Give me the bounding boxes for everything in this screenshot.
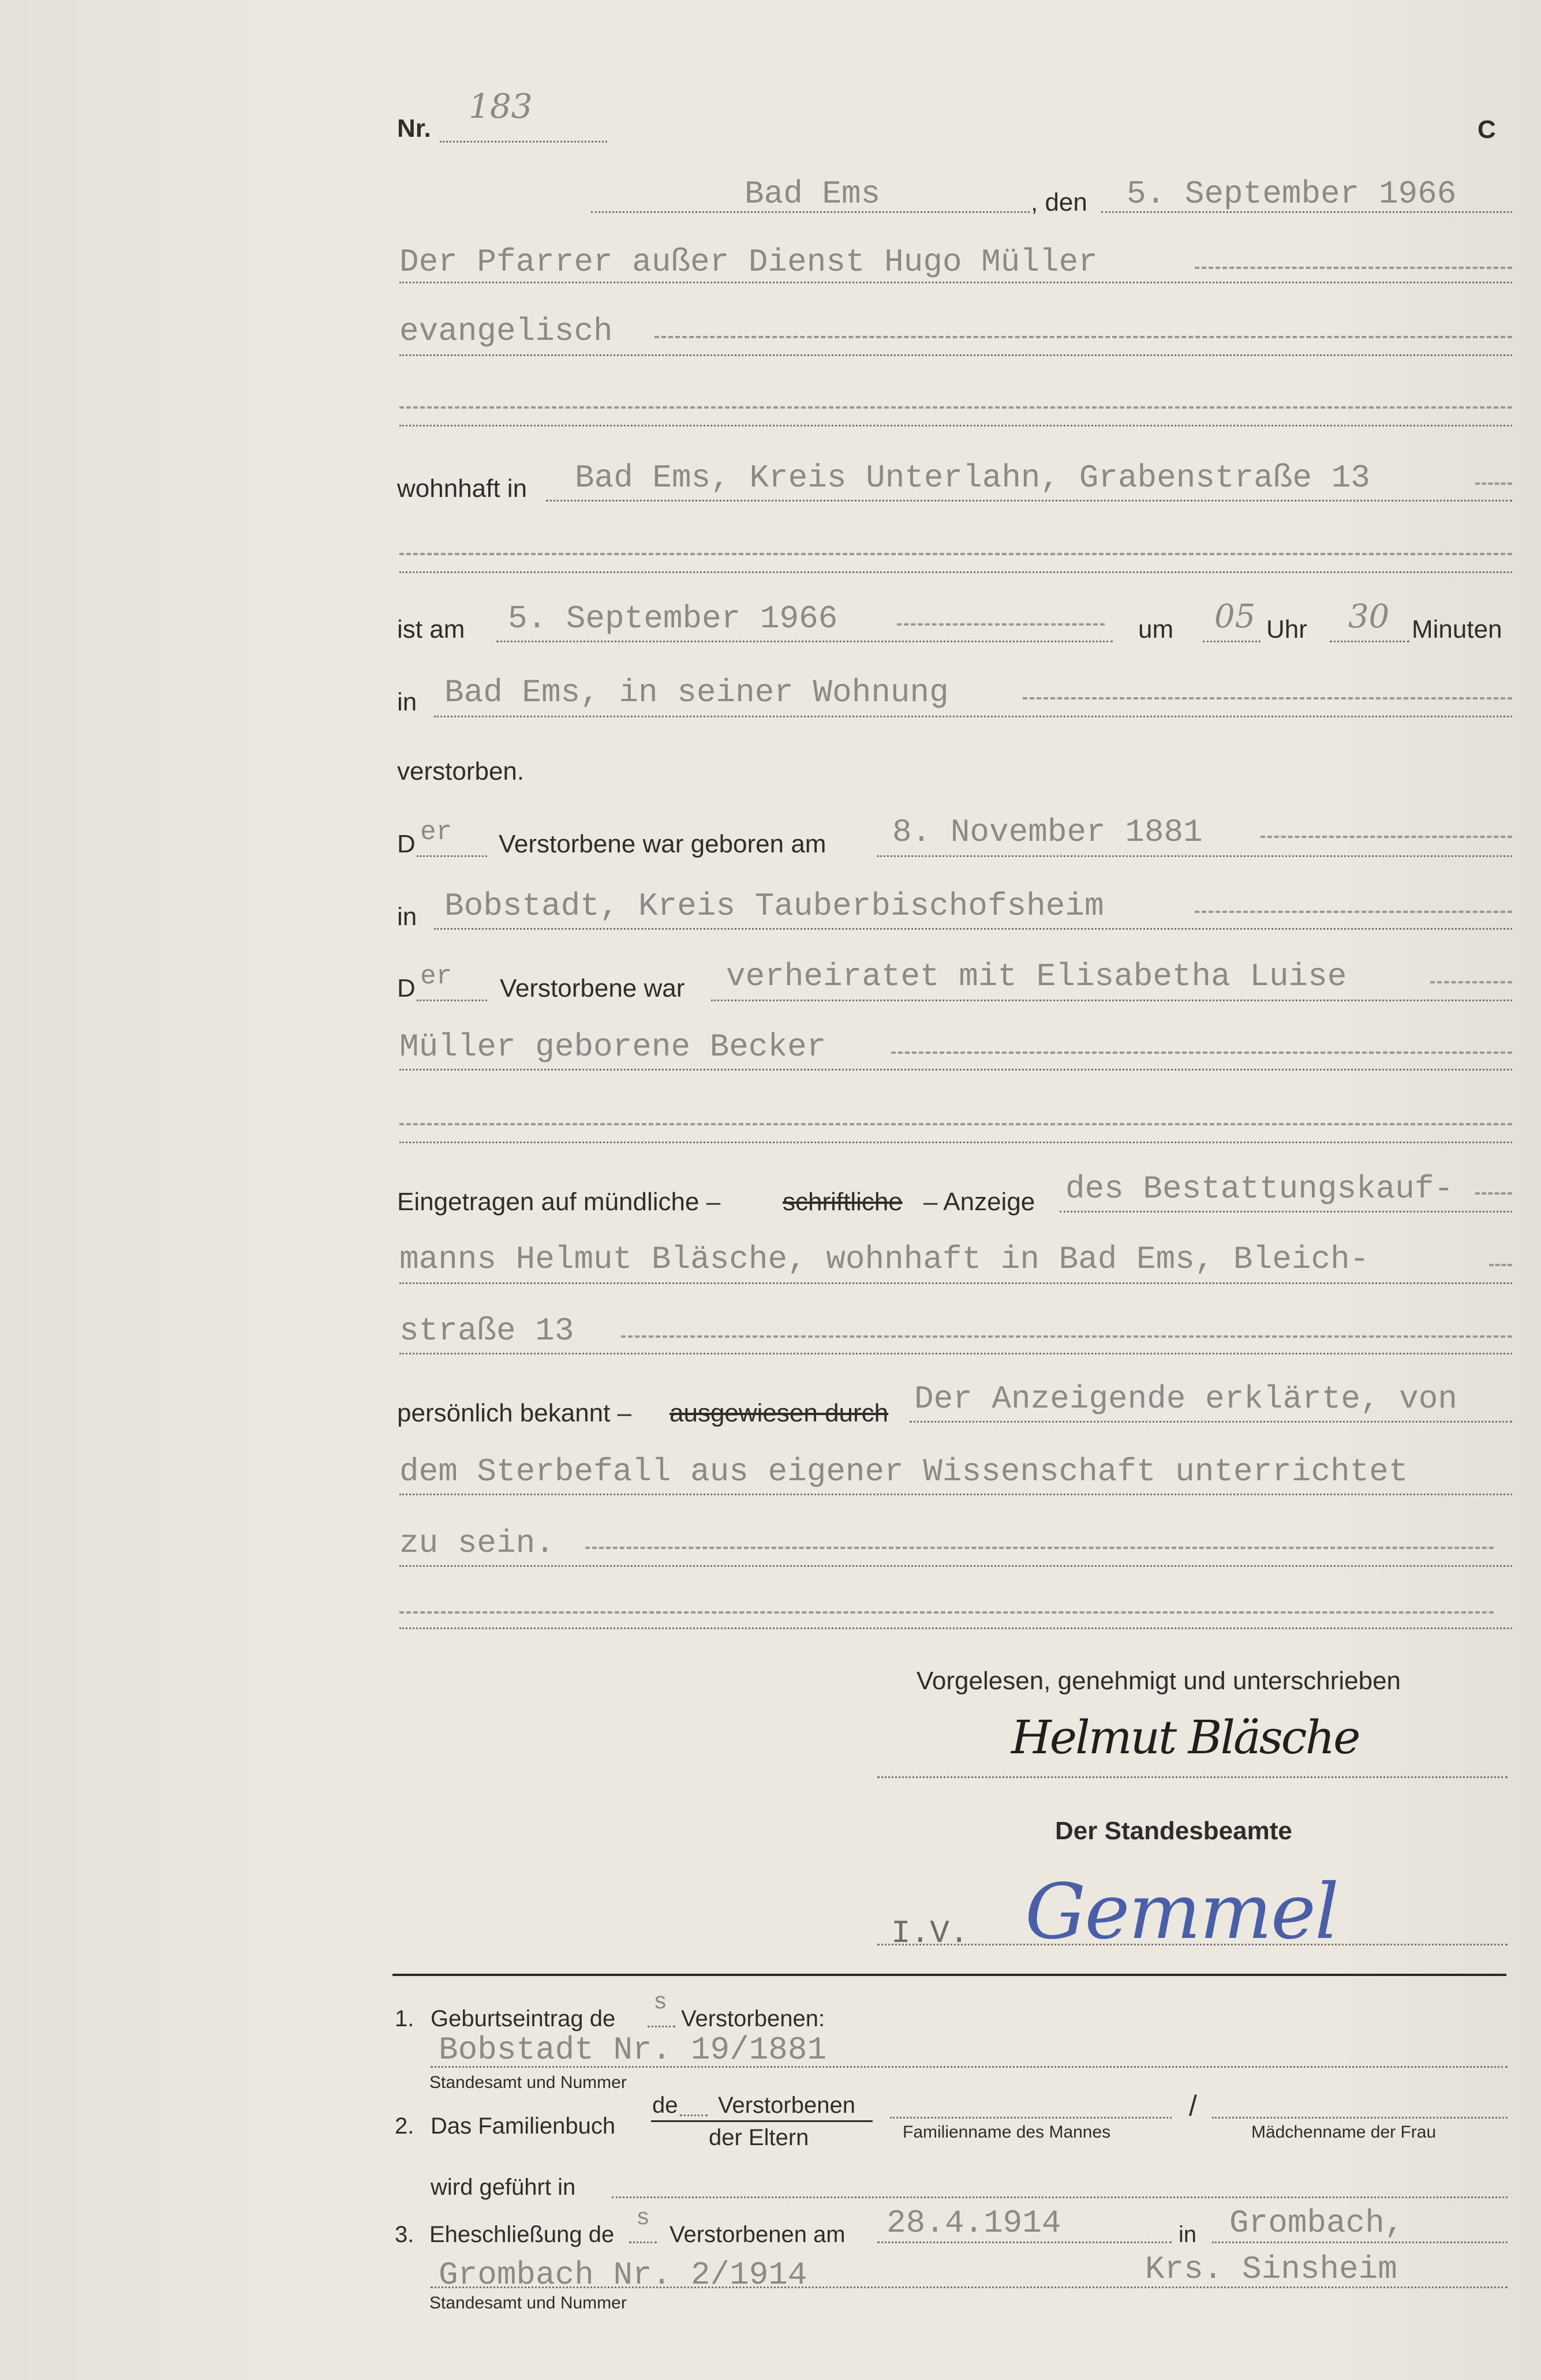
- marriage-line2: Müller geborene Becker: [399, 1028, 826, 1065]
- note3-sup: s: [636, 2206, 650, 2232]
- report-line2: manns Helmut Bläsche, wohnhaft in Bad Ems, Bleich-: [399, 1241, 1370, 1278]
- birth-date: 8. November 1881: [892, 814, 1203, 851]
- birth-d-label: D: [397, 830, 416, 858]
- death-date: 5. September 1966: [508, 600, 838, 637]
- note3-place-underline: [1212, 2241, 1508, 2243]
- marriage-article-underline: [417, 1000, 487, 1001]
- nr-underline: [440, 141, 607, 143]
- note3-place: Grombach,: [1229, 2205, 1404, 2241]
- note2-slash: /: [1189, 2090, 1197, 2122]
- note3-label-a: Eheschließung de: [429, 2222, 615, 2247]
- blank-underline: [399, 425, 1512, 426]
- registrar-label: Der Standesbeamte: [1055, 1817, 1292, 1845]
- residence-fill-dash: [1475, 482, 1512, 485]
- note3-place-2: Krs. Sinsheim: [1145, 2251, 1397, 2288]
- hour-underline: [1203, 641, 1261, 642]
- verstorben-label: verstorben.: [397, 757, 525, 785]
- note3-date-underline: [877, 2241, 1172, 2243]
- identity-underline-2: [399, 1494, 1512, 1495]
- note3-number: 3.: [395, 2222, 414, 2247]
- identity-line2: dem Sterbefall aus eigener Wissenschaft unterrichtet: [399, 1453, 1408, 1490]
- note1-sublabel: Standesamt und Nummer: [429, 2073, 627, 2092]
- birth-place: Bobstadt, Kreis Tauberbischofsheim: [444, 888, 1104, 925]
- identity-label-a: persönlich bekannt –: [397, 1399, 632, 1427]
- note1-label-b: Verstorbenen:: [681, 2006, 825, 2031]
- registrar-signature: Gemmel: [1025, 1868, 1338, 1956]
- note2-de-underline: [680, 2115, 708, 2116]
- report-underline-2: [399, 1282, 1512, 1284]
- note2-kept-underline: [612, 2196, 1508, 2198]
- declarant-line1: Der Pfarrer außer Dienst Hugo Müller: [399, 244, 1098, 280]
- note1-number: 1.: [395, 2006, 414, 2031]
- declarant-fill-dash-2: [654, 336, 1512, 338]
- identity-fill-dash: [585, 1547, 1494, 1549]
- marriage-line1: verheiratet mit Elisabetha Luise: [726, 958, 1347, 995]
- note2-fraction-line: [651, 2120, 873, 2122]
- report-line1: des Bestattungskauf-: [1065, 1170, 1454, 1207]
- read-approved-label: Vorgelesen, genehmigt und unterschrieben: [917, 1667, 1401, 1695]
- note2-wife-underline: [1212, 2117, 1508, 2119]
- minuten-label: Minuten: [1412, 615, 1502, 643]
- note2-wife-label: Mädchenname der Frau: [1251, 2123, 1437, 2142]
- death-minute: 30: [1348, 598, 1390, 635]
- birth-in-label: in: [397, 903, 417, 931]
- date-value: 5. September 1966: [1127, 175, 1457, 212]
- nr-label: Nr.: [397, 114, 431, 143]
- uhr-label: Uhr: [1266, 615, 1307, 643]
- informant-signature: Helmut Bläsche: [1011, 1711, 1359, 1764]
- note2-husband-label: Familienname des Mannes: [903, 2123, 1111, 2142]
- minute-underline: [1330, 641, 1409, 642]
- note2-verstorbenen: Verstorbenen: [718, 2093, 855, 2118]
- note1-value: Bobstadt Nr. 19/1881: [439, 2031, 827, 2068]
- note3-sublabel: Standesamt und Nummer: [429, 2293, 627, 2312]
- identity-underline-1: [910, 1421, 1512, 1423]
- birth-place-fill-dash: [1195, 911, 1512, 913]
- marriage-fill-dash-2: [891, 1051, 1512, 1054]
- note3-sup-underline: [629, 2241, 657, 2243]
- report-underline-1: [1060, 1211, 1512, 1213]
- marriage-fill-dash: [1430, 981, 1512, 983]
- death-place-fill-dash: [1023, 697, 1512, 699]
- residence-blank-dash: [399, 553, 1512, 555]
- birth-article-underline: [417, 855, 487, 857]
- identity-line3: zu sein.: [399, 1525, 555, 1562]
- identity-underline-3: [399, 1565, 1512, 1567]
- note3-value: Grombach Nr. 2/1914: [439, 2256, 807, 2293]
- residence-label: wohnhaft in: [397, 474, 528, 503]
- identity-label-struck: ausgewiesen durch: [669, 1399, 889, 1427]
- note3-in-label: in: [1179, 2222, 1197, 2247]
- marriage-blank-dash: [399, 1123, 1512, 1125]
- report-underline-3: [399, 1353, 1512, 1354]
- death-date-fill-dash: [897, 623, 1105, 626]
- report-fill-dash-3: [621, 1335, 1512, 1338]
- marriage-blank-underline: [399, 1142, 1512, 1143]
- blank-dash-line: [399, 406, 1512, 409]
- marriage-d-label: D: [397, 974, 416, 1002]
- identity-line1: Der Anzeigende erklärte, von: [914, 1380, 1457, 1417]
- date-underline: [1101, 211, 1512, 213]
- report-label-a: Eingetragen auf mündliche –: [397, 1188, 721, 1216]
- note2-label: Das Familienbuch: [431, 2113, 616, 2139]
- report-label-struck: schriftliche: [783, 1188, 903, 1216]
- note1-label-a: Geburtseintrag de: [431, 2006, 616, 2031]
- birth-date-underline: [877, 855, 1512, 857]
- note1-sup: s: [653, 1990, 668, 2016]
- residence-underline: [546, 500, 1512, 502]
- declarant-line2: evangelisch: [399, 313, 613, 350]
- footer-separator: [392, 1974, 1506, 1976]
- registrar-signature-line: [877, 1944, 1508, 1945]
- birth-label: Verstorbene war geboren am: [499, 830, 826, 858]
- identity-blank-dash: [399, 1611, 1494, 1614]
- report-fill-dash-2: [1489, 1264, 1512, 1266]
- report-line3: straße 13: [399, 1312, 574, 1349]
- marriage-underline-1: [711, 1000, 1512, 1001]
- note3-underline: [431, 2287, 1508, 2288]
- marriage-article: er: [420, 961, 452, 991]
- death-place: Bad Ems, in seiner Wohnung: [444, 674, 949, 711]
- um-label: um: [1138, 615, 1174, 643]
- marriage-label: Verstorbene war: [500, 974, 685, 1002]
- iv-label: I.V.: [891, 1915, 969, 1952]
- death-place-underline: [434, 716, 1512, 717]
- note3-date: 28.4.1914: [887, 2205, 1061, 2241]
- declarant-underline-2: [399, 354, 1512, 356]
- declarant-fill-dash: [1195, 267, 1512, 269]
- residence-blank-underline: [399, 571, 1512, 573]
- death-in-label: in: [397, 688, 417, 716]
- marriage-underline-2: [399, 1069, 1512, 1071]
- birth-place-underline: [434, 928, 1512, 930]
- form-letter: C: [1478, 115, 1496, 144]
- note1-sup-underline: [648, 2026, 675, 2027]
- informant-signature-line: [877, 1776, 1508, 1778]
- note2-de: de: [652, 2093, 678, 2118]
- den-label: , den: [1031, 188, 1087, 216]
- place-underline: [591, 211, 1030, 213]
- place-value: Bad Ems: [745, 175, 881, 212]
- ist-am-label: ist am: [397, 615, 465, 643]
- note2-kept-label: wird geführt in: [431, 2175, 576, 2200]
- residence-value: Bad Ems, Kreis Unterlahn, Grabenstraße 13: [575, 459, 1370, 496]
- note2-eltern: der Eltern: [709, 2125, 809, 2150]
- note1-underline: [431, 2066, 1508, 2068]
- nr-value: 183: [469, 87, 533, 126]
- birth-article: er: [420, 817, 452, 847]
- declarant-underline-1: [399, 282, 1512, 283]
- birth-date-fill-dash: [1261, 836, 1512, 838]
- report-label-b: – Anzeige: [923, 1188, 1035, 1216]
- note2-husband-underline: [890, 2117, 1172, 2119]
- death-hour: 05: [1214, 598, 1256, 635]
- note3-label-b: Verstorbenen am: [669, 2222, 846, 2247]
- report-fill-dash: [1475, 1192, 1512, 1195]
- identity-blank-underline: [399, 1627, 1512, 1629]
- note2-number: 2.: [395, 2113, 414, 2139]
- death-date-underline: [496, 641, 1113, 642]
